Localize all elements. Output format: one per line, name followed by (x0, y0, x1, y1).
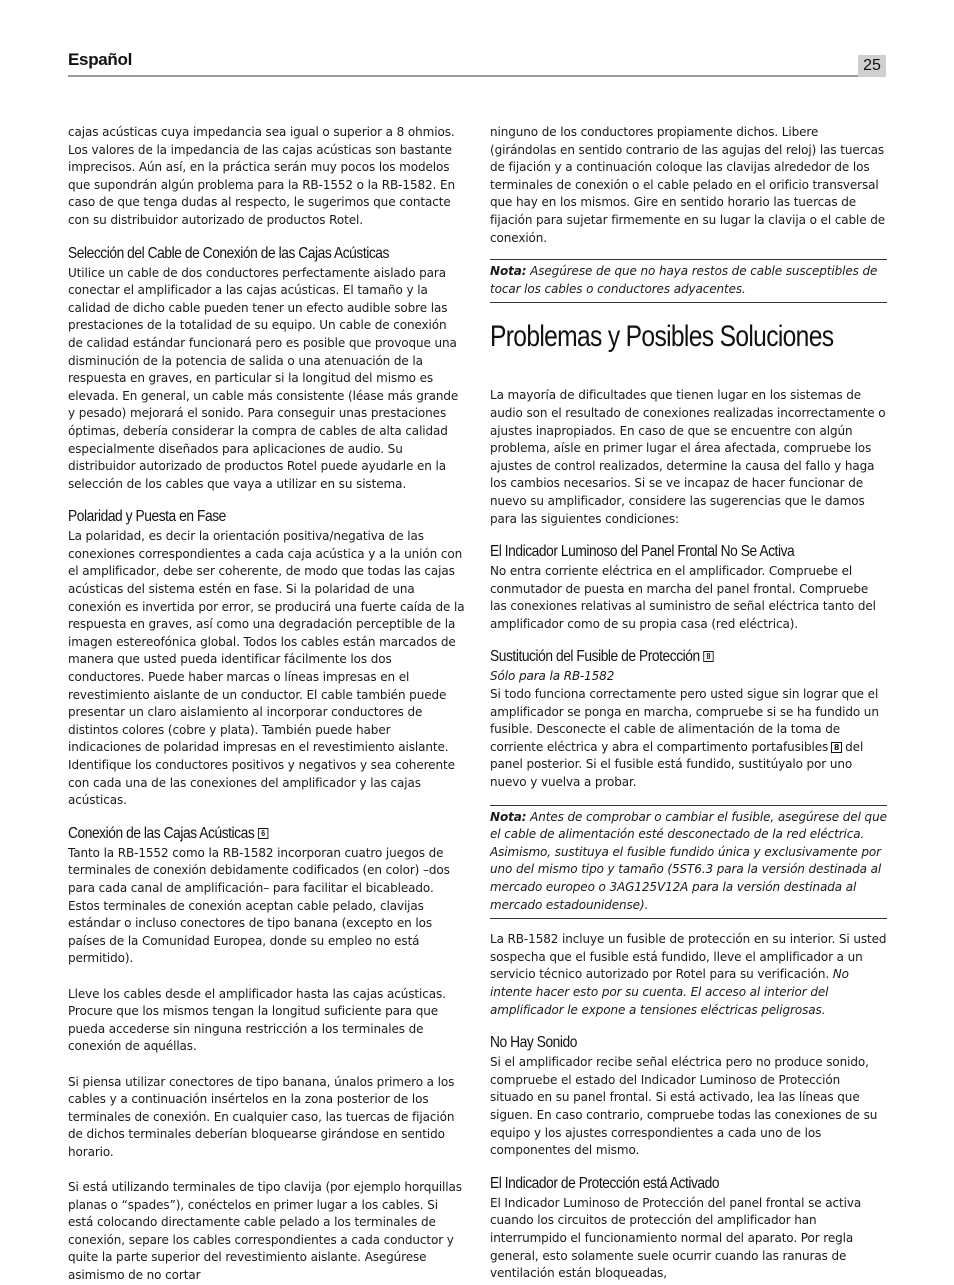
indicator-heading: El Indicador Luminoso del Panel Frontal No Se Activa (490, 543, 795, 561)
protection-heading: El Indicador de Protección está Activado (490, 1174, 720, 1192)
header-rule (68, 75, 886, 77)
figure-ref-badge: 8 (703, 651, 713, 662)
warning-text: No intente hacer esto por su cuenta. El acceso al interior del amplificador le expone a tensiones eléctricas peligrosas. (490, 967, 849, 1017)
fuse-paragraph: Si todo funciona correctamente pero usted sigue sin lograr que el amplificador se ponga en marcha, compruebe si se ha fundido un fusible. Desconecte el cable de alimentación de la toma de corriente eléctrica y abra el compartimento portafusibles 8 del panel posterior. Si el fusible está fundido, sustitúyalo por uno nuevo y vuelva a probar. (490, 687, 879, 790)
right-column (490, 124, 887, 1283)
fuse-heading: Sustitución del Fusible de Protección (490, 648, 700, 666)
connection-paragraph-4: Si está utilizando terminales de tipo clavija (por ejemplo horquillas planas o “spades”), conéctelos en primer lugar a los cables. Si está colocando directamente cable pelado a los terminales de conexión, separe los cables correspondientes a cada conductor y quite la parte superior del revestimiento aislante. Asegúrese asimismo de no cortar (68, 1180, 462, 1283)
main-heading: Problemas y Posibles Soluciones (490, 320, 834, 354)
note-box (490, 805, 887, 920)
connection-heading-row (68, 824, 409, 844)
fuse-heading-row (490, 647, 831, 667)
note-label: Nota: (490, 264, 527, 279)
figure-ref-badge: 6 (258, 828, 268, 839)
left-column (68, 124, 465, 1285)
fuse-subtitle: Sólo para la RB-1582 (490, 669, 615, 684)
polarity-paragraph: La polaridad, es decir la orientación positiva/negativa de las conexiones correspondientes a cada caja acústica y a la unión con el amplificador, debe ser coherente, de modo que todas las cajas acústicas del sistema estén en fase. Si la polaridad de una conexión es invertida por error, se producirá una fuerte caída de la respuesta en graves, así como una degradación perceptible de la imagen estereofónica global. Todos los cables están marcados de manera que usted pueda identificar fácilmente los dos conductores. Puede haber marcas o líneas impresas en el revestimiento aislante de un conductor. El cable también puede presentar un claro aislamiento al incorporar conductores de distintos colores (cobre y plata). También puede haber indicaciones de polaridad impresas en el revestimiento aislante. Identifique los conductores positivos y negativos y sea coherente con cada una de las conexiones del amplificador y las cajas acústicas. (68, 529, 465, 808)
connection-paragraph-3: Si piensa utilizar conectores de tipo banana, únalos primero a los cables y a continuación insértelos en la zona posterior de los terminales de conexión. En cualquier caso, las tuercas de fijación de dichos terminales deberían bloquearse girándose en sentido horario. (68, 1074, 455, 1159)
main-intro-paragraph: La mayoría de dificultades que tienen lugar en los sistemas de audio son el resultado de conexiones realizadas incorrectamente o ajustes inapropiados. En caso de que se encuentre con algún problema, aísle en primer lugar el área afectada, compruebe los ajustes de control realizados, determine la causa del fallo y haga los cambios necesarios. Si se ve incapaz de hacer funcionar de nuevo su amplificador, considere las sugerencias que le damos para las siguientes condiciones: (490, 388, 886, 526)
connection-paragraph-2: Lleve los cables desde el amplificador hasta las cajas acústicas. Procure que los mismos tengan la longitud suficiente para que pueda accederse sin ninguna restricción a los terminales de conexión de aquéllas. (68, 986, 446, 1054)
indicator-paragraph: No entra corriente eléctrica en el amplificador. Compruebe el conmutador de puesta en marcha del panel frontal. Compruebe las conexiones relativas al suministro de señal eléctrica tanto del amplificador como de su propia casa (red eléctrica). (490, 564, 876, 631)
note-text: Asegúrese de que no haya restos de cable susceptibles de tocar los cables o conductores adyacentes. (490, 264, 878, 296)
note-box (490, 259, 887, 303)
note-text: Antes de comprobar o cambiar el fusible, asegúrese del que el cable de alimentación esté desconectado de la red eléctrica. Asimismo, sustituya el fusible fundido única y exclusivamente por uno del mismo tipo y tamaño (5ST6.3 para la versión destinada al mercado europeo o 3AG125V12A para la versión destinada al mercado estadounidense). (490, 809, 887, 912)
page-number: 25 (858, 55, 886, 77)
polarity-heading: Polaridad y Puesta en Fase (68, 508, 226, 526)
nosound-heading: No Hay Sonido (490, 1034, 577, 1052)
language-label: Español (68, 50, 133, 69)
connection-heading: Conexión de las Cajas Acústicas (68, 824, 255, 842)
protection-paragraph: El Indicador Luminoso de Protección del panel frontal se activa cuando los circuitos de protección del amplificador han interrumpido el funcionamiento normal del aparato. Por regla general, esto solamente suele ocurrir cuando las ranuras de ventilación están bloqueadas, (490, 1195, 862, 1281)
continued-paragraph: ninguno de los conductores propiamente dichos. Libere (girándolas en sentido contrario de las agujas del reloj) las tuercas de fijación y a continuación coloque las clavijas alrededor de los terminales de conexión o el cable pelado en el orificio transversal que hay en los mismos. Gire en sentido horario las tuercas de fijación para sujetar firmemente en su lugar la clavija o el cable de conexión. (490, 125, 886, 245)
intro-paragraph: cajas acústicas cuya impedancia sea igual o superior a 8 ohmios. Los valores de la impedancia de las cajas acústicas son bastante imprecisos. Aún así, en la práctica serán muy pocos los modelos que supondrán algún problema para la RB-1552 o la RB-1582. En caso de que tenga dudas al respecto, le sugerimos que contacte con su distribuidor autorizado de productos Rotel. (68, 125, 455, 227)
nosound-paragraph: Si el amplificador recibe señal eléctrica pero no produce sonido, compruebe el estado del Indicador Luminoso de Protección situado en su panel frontal. Si está activado, lea las líneas que siguen. En caso contrario, compruebe todas las conexiones de su equipo y los ajustes correspondientes a cada uno de los componentes del mismo. (490, 1055, 878, 1158)
connection-paragraph-1: Tanto la RB-1552 como la RB-1582 incorporan cuatro juegos de terminales de conexión debidamente codificados (en color) –dos para cada canal de amplificación– para facilitar el bicableado. Estos terminales de conexión aceptan cable pelado, clavijas estándar o incluso conectores de tipo banana (excepto en los países de la Comunidad Europea, donde su empleo no está permitido). (68, 845, 450, 966)
internal-fuse-paragraph: La RB-1582 incluye un fusible de protección en su interior. Si usted sospecha que el fusible está fundido, lleve el amplificador a un servicio técnico autorizado por Rotel para su verificación. No intente hacer esto por su cuenta. El acceso al interior del amplificador le expone a tensiones eléctricas peligrosas. (490, 932, 887, 1017)
figure-ref-badge: 8 (831, 742, 842, 753)
cable-paragraph: Utilice un cable de dos conductores perfectamente aislado para conectar el amplificador a las cajas acústicas. El tamaño y la calidad de dicho cable pueden tener un efecto audible sobre las prestaciones de la totalidad de su equipo. Un cable de conexión de calidad estándar funcionará pero es posible que provoque una disminución de la potencia de salida o una atenuación de la respuesta en graves, en particular si la longitud del mismo es elevada. En general, un cable más consistente (léase más grande y pesado) mejorará el sonido. Para conseguir unas prestaciones óptimas, debería considerar la compra de cables de alta calidad especialmente diseñados para aplicaciones de audio. Su distribuidor autorizado de productos Rotel puede ayudarle en la selección de los cables que vaya a utilizar en su sistema. (68, 265, 459, 491)
cable-heading: Selección del Cable de Conexión de las Cajas Acústicas (68, 244, 389, 262)
note-label: Nota: (490, 809, 527, 824)
